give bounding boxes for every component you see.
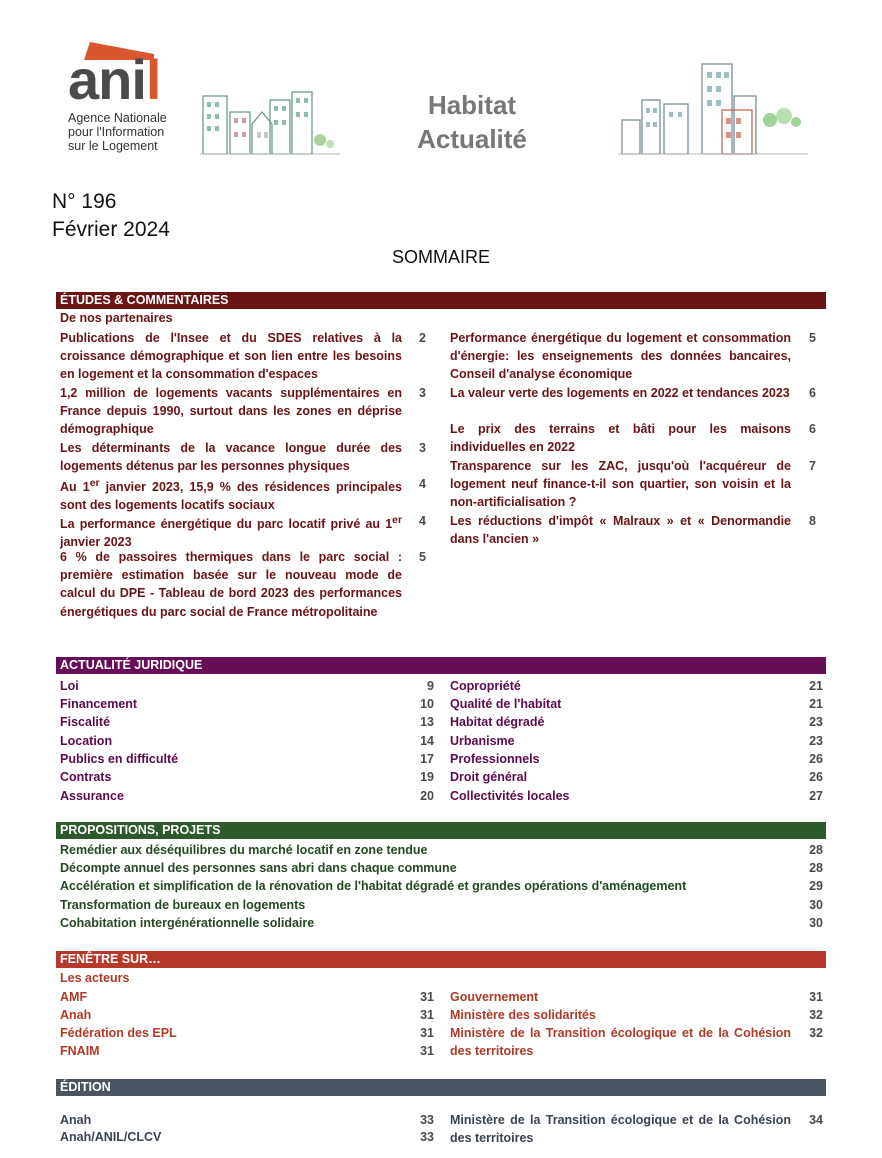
toc-item-juridique[interactable]: Urbanisme [450, 734, 515, 748]
toc-item-juridique[interactable]: Droit général [450, 770, 528, 784]
toc-item-fenetre[interactable]: Gouvernement [450, 990, 539, 1004]
toc-item-fenetre[interactable]: AMF [60, 990, 88, 1004]
title-text: La performance énergétique du parc locatif privé au 1 [60, 517, 393, 532]
toc-item-fenetre[interactable]: Anah [60, 1008, 92, 1022]
toc-page-number: 3 [419, 386, 426, 400]
toc-item-fenetre[interactable]: FNAIM [60, 1044, 100, 1058]
title-text: janvier 2023 [60, 535, 132, 550]
issue-number: N° 196 [52, 190, 117, 213]
toc-page-number: 8 [809, 514, 816, 528]
toc-item-propositions[interactable]: Remédier aux déséquilibres du marché locatif en zone tendue [60, 843, 428, 857]
toc-page-number: 14 [420, 734, 434, 748]
toc-page-number: 28 [809, 861, 823, 875]
toc-page-number: 3 [419, 441, 426, 455]
toc-item-etudes[interactable]: Les déterminants de la vacance longue durée des logements détenus par les personnes physiques [60, 441, 402, 474]
section-header-propositions: PROPOSITIONS, PROJETS [56, 822, 826, 839]
toc-item-etudes[interactable]: Publications de l'Insee et du SDES relatives à la croissance démographique et son lien entre les besoins en logement et la consommation d'espaces [60, 331, 402, 382]
toc-item-propositions[interactable]: Cohabitation intergénérationnelle solidaire [60, 916, 315, 930]
toc-page-number: 30 [809, 898, 823, 912]
toc-page-number: 23 [809, 715, 823, 729]
toc-page-number: 5 [419, 550, 426, 564]
logo-line: pour l'Information [68, 125, 165, 139]
toc-page-number: 33 [420, 1113, 434, 1127]
title-text: janvier 2023, 15,9 % des résidences principales sont des logements locatifs sociaux [60, 480, 402, 513]
toc-page-number: 31 [420, 1008, 434, 1022]
sommaire-title: SOMMAIRE [391, 247, 490, 267]
toc-page-number: 13 [420, 715, 434, 729]
toc-page-number: 27 [809, 789, 823, 803]
toc-page-number: 7 [809, 459, 816, 473]
issue-date: Février 2024 [52, 218, 170, 241]
toc-page-number: 32 [809, 1026, 823, 1040]
toc-page-number: 34 [809, 1113, 823, 1127]
toc-item-fenetre[interactable]: Fédération des EPL [60, 1026, 177, 1040]
town-illustration-left [200, 88, 340, 156]
toc-page-number: 9 [427, 679, 434, 693]
toc-page-number: 26 [809, 770, 823, 784]
toc-item-etudes[interactable]: La valeur verte des logements en 2022 et tendances 2023 [450, 386, 790, 400]
toc-item-juridique[interactable]: Qualité de l'habitat [450, 697, 562, 711]
title-text: Au 1 [60, 480, 90, 495]
toc-page-number: 31 [420, 1044, 434, 1058]
toc-page-number: 23 [809, 734, 823, 748]
toc-item-juridique[interactable]: Loi [60, 679, 79, 693]
toc-item-etudes[interactable]: Performance énergétique du logement et consommation d'énergie: les enseignements des données bancaires, Conseil d'analyse économique [450, 331, 791, 382]
town-illustration-right [618, 60, 808, 156]
anil-logo [68, 48, 161, 111]
toc-page-number: 31 [420, 1026, 434, 1040]
toc-item-edition[interactable]: Anah/ANIL/CLCV [60, 1130, 162, 1144]
toc-item-juridique[interactable]: Contrats [60, 770, 112, 784]
toc-page-number: 19 [420, 770, 434, 784]
toc-item-juridique[interactable]: Financement [60, 697, 138, 711]
toc-page-number: 31 [420, 990, 434, 1004]
toc-page-number: 20 [420, 789, 434, 803]
toc-item-juridique[interactable]: Professionnels [450, 752, 540, 766]
toc-item-edition[interactable]: Anah [60, 1113, 92, 1127]
toc-item-juridique[interactable]: Collectivités locales [450, 789, 570, 803]
etudes-intro: De nos partenaires [60, 311, 173, 325]
logo-accent: l [145, 48, 161, 111]
toc-item-propositions[interactable]: Transformation de bureaux en logements [60, 898, 306, 912]
toc-page-number: 28 [809, 843, 823, 857]
title-sup: er [89, 478, 100, 489]
toc-item-propositions[interactable]: Accélération et simplification de la rénovation de l'habitat dégradé et grandes opérations d'aménagement [60, 879, 687, 893]
toc-page-number: 4 [419, 477, 426, 491]
toc-page-number: 17 [420, 752, 434, 766]
toc-item-etudes[interactable] [60, 475, 402, 515]
logo-main: ani [68, 48, 146, 111]
anil-logo-subtitle [68, 111, 167, 153]
toc-item-juridique[interactable]: Fiscalité [60, 715, 111, 729]
toc-item-etudes[interactable]: Le prix des terrains et bâti pour les maisons individuelles en 2022 [450, 422, 791, 455]
title-line: Habitat [427, 90, 517, 120]
toc-page-number: 31 [809, 990, 823, 1004]
toc-item-etudes[interactable]: 6 % de passoires thermiques dans le parc social : première estimation basée sur le nouveau mode de calcul du DPE - Tableau de bord 2023 des performances énergétiques du parc social de France métropolitaine [60, 550, 402, 619]
section-header-etudes: ÉTUDES & COMMENTAIRES [56, 292, 826, 309]
section-header-juridique: ACTUALITÉ JURIDIQUE [56, 657, 826, 674]
toc-item-edition[interactable]: Ministère de la Transition écologique et de la Cohésion des territoires [450, 1113, 791, 1146]
toc-item-etudes[interactable]: 1,2 million de logements vacants supplémentaires en France depuis 1990, surtout dans les zones en déprise démographique [60, 386, 402, 437]
toc-page-number: 21 [809, 697, 823, 711]
toc-page-number: 6 [809, 386, 816, 400]
title-sup: er [392, 515, 402, 526]
logo-line: sur le Logement [68, 139, 158, 153]
toc-page-number: 21 [809, 679, 823, 693]
section-header-fenetre: FENÊTRE SUR… [56, 951, 826, 968]
toc-page-number: 5 [809, 331, 816, 345]
toc-item-fenetre[interactable]: Ministère de la Transition écologique et de la Cohésion des territoires [450, 1026, 791, 1059]
toc-page-number: 29 [809, 879, 823, 893]
toc-item-juridique[interactable]: Habitat dégradé [450, 715, 545, 729]
toc-item-etudes[interactable]: Les réductions d'impôt « Malraux » et « Denormandie dans l'ancien » [450, 514, 791, 547]
toc-item-etudes[interactable]: Transparence sur les ZAC, jusqu'où l'acquéreur de logement neuf finance-t-il son quartier, son voisin et la non-artificialisation ? [450, 459, 791, 510]
section-header-edition: ÉDITION [56, 1079, 826, 1096]
title-line: Actualité [417, 124, 527, 154]
toc-item-juridique[interactable]: Copropriété [450, 679, 521, 693]
toc-page-number: 33 [420, 1130, 434, 1144]
toc-page-number: 4 [419, 514, 426, 528]
toc-page-number: 2 [419, 331, 426, 345]
toc-page-number: 32 [809, 1008, 823, 1022]
toc-item-juridique[interactable]: Assurance [60, 789, 124, 803]
toc-item-juridique[interactable]: Publics en difficulté [60, 752, 179, 766]
toc-page-number: 6 [809, 422, 816, 436]
toc-item-etudes[interactable] [60, 512, 402, 552]
toc-page-number: 26 [809, 752, 823, 766]
toc-page-number: 30 [809, 916, 823, 930]
toc-item-juridique[interactable]: Location [60, 734, 113, 748]
toc-item-propositions[interactable]: Décompte annuel des personnes sans abri dans chaque commune [60, 861, 457, 875]
logo-line: Agence Nationale [68, 111, 167, 125]
fenetre-intro: Les acteurs [60, 971, 130, 985]
publication-title [392, 88, 552, 156]
toc-page-number: 10 [420, 697, 434, 711]
toc-item-fenetre[interactable]: Ministère des solidarités [450, 1008, 596, 1022]
